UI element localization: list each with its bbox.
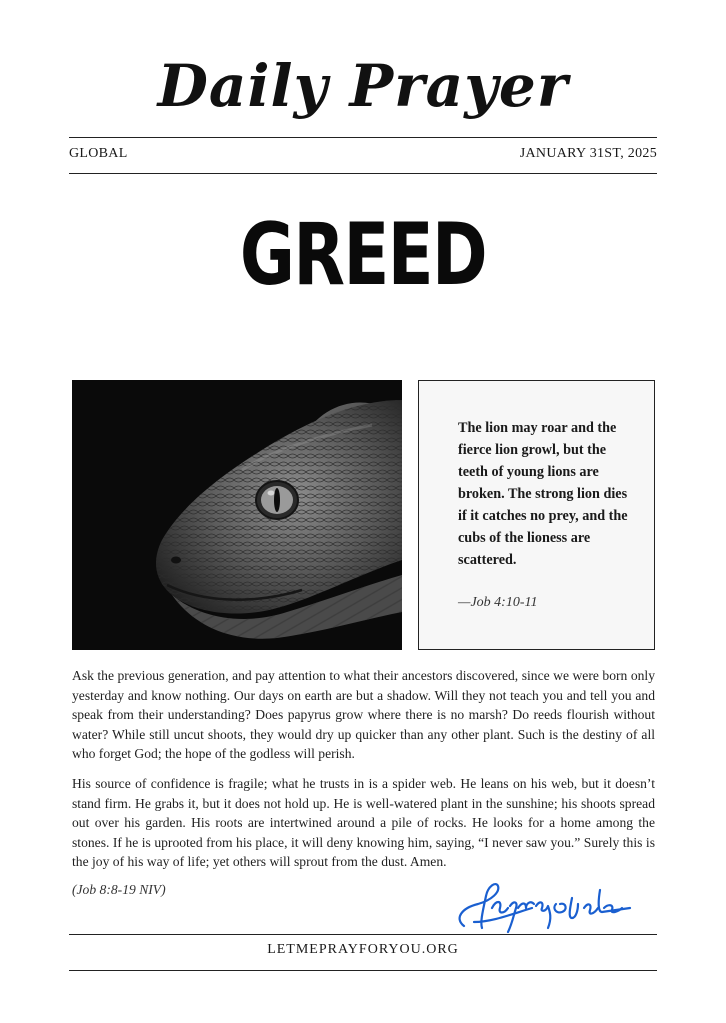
footer-top-rule	[69, 934, 657, 935]
quote-box	[418, 380, 655, 650]
handwritten-signature	[452, 878, 637, 938]
signature-image	[452, 878, 637, 938]
snake-photo	[72, 380, 402, 650]
quote-text: The lion may roar and the fierce lion growl, but the teeth of young lions are broken. The strong lion dies if it catches no prey, and the cubs of the lioness are scattered.	[458, 420, 628, 568]
dateline-rule	[69, 173, 657, 174]
footer-bottom-rule	[69, 970, 657, 971]
top-rule	[69, 137, 657, 138]
snake-head-image	[72, 380, 402, 650]
body-paragraph-2: His source of confidence is fragile; what he trusts in is a spider web. He leans on his web, but it doesn’t stand firm. He grabs it, but it does not hold up. He is well-watered plant in the sunshine; his shoots spread out over his garden. His roots are intertwined around a pile of rocks. He looks for a home among the stones. If he is uprooted from his place, it will deny knowing him, saying, “I never saw you.” Surely this is the joy of his way of life; yet others will sprout from the dust. Amen.	[72, 776, 655, 869]
dateline	[69, 146, 657, 166]
footer-url[interactable]: LETMEPRAYFORYOU.ORG	[267, 942, 459, 957]
body-paragraph-1: Ask the previous generation, and pay attention to what their ancestors discovered, since we were born only yesterday and know nothing. Our days on earth are but a shadow. Will they not teach you and tell you and speak from their understanding? Does papyrus grow where there is no marsh? Do reeds flourish without water? While still uncut shoots, they would dry up quicker than any other plant. Such is the destiny of all who forget God; the hope of the godless will perish.	[72, 668, 655, 761]
quote-reference: —Job 4:10-11	[458, 595, 538, 610]
region-label: GLOBAL	[69, 146, 128, 161]
date-label: JANUARY 31ST, 2025	[519, 146, 657, 161]
masthead-title: Daily Prayer	[157, 52, 569, 120]
headline: GREED	[239, 205, 487, 305]
scripture-citation: (Job 8:8-19 NIV)	[72, 882, 166, 897]
